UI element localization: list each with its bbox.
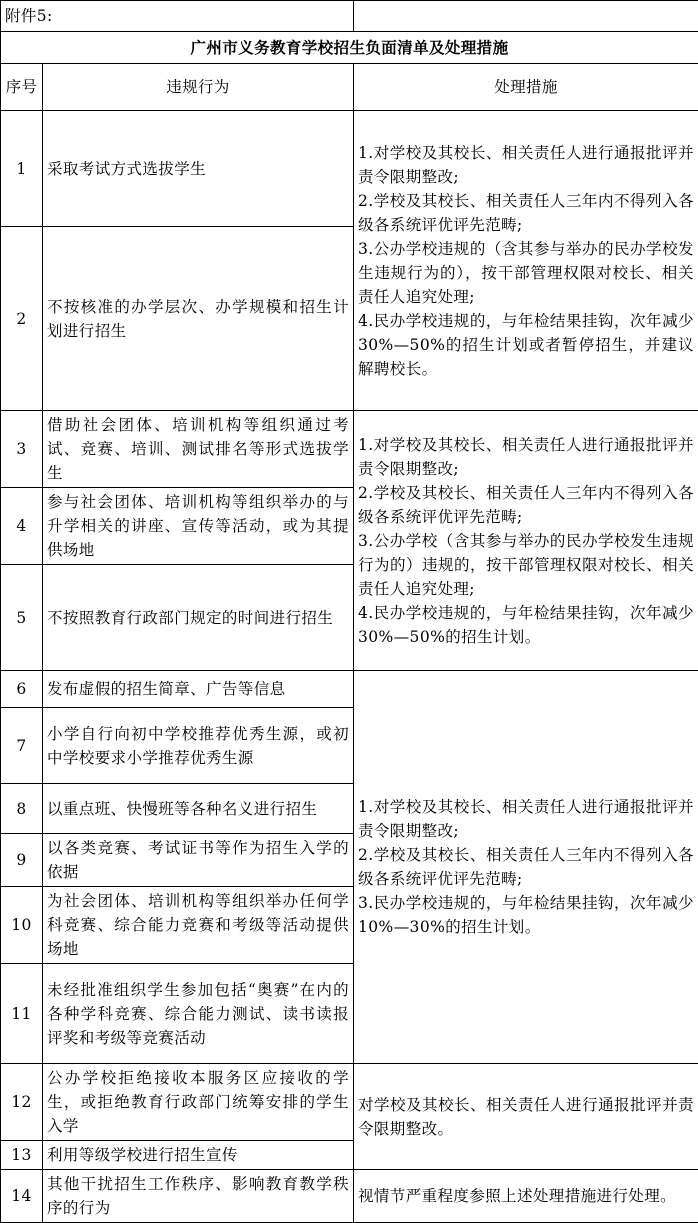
measures-group-b bbox=[354, 411, 698, 671]
row-number: 6 bbox=[1, 671, 43, 708]
violation-text: 借助社会团体、培训机构等组织通过考试、竞赛、培训、测试排名等形式选拔学生 bbox=[43, 411, 354, 488]
violation-text: 其他干扰招生工作秩序、影响教育教学秩序的行为 bbox=[43, 1170, 354, 1223]
violation-text: 以重点班、快慢班等各种名义进行招生 bbox=[43, 784, 354, 834]
row-number: 11 bbox=[1, 964, 43, 1064]
header-violation: 违规行为 bbox=[43, 64, 354, 111]
row-number: 9 bbox=[1, 834, 43, 887]
violation-text: 发布虚假的招生简章、广告等信息 bbox=[43, 671, 354, 708]
row-number: 14 bbox=[1, 1170, 43, 1223]
header-seq: 序号 bbox=[1, 64, 43, 111]
row-number: 8 bbox=[1, 784, 43, 834]
measure-item: 1.对学校及其校长、相关责任人进行通报批评并责令限期整改; bbox=[358, 795, 694, 843]
violation-text: 利用等级学校进行招生宣传 bbox=[43, 1141, 354, 1170]
measures-group-c bbox=[354, 671, 698, 1064]
attachment-blank-cell bbox=[354, 1, 698, 32]
row-number: 7 bbox=[1, 708, 43, 784]
measure-item: 3.公办学校违规的（含其参与举办的民办学校发生违规行为的），按干部管理权限对校长、相关责任人追究处理; bbox=[358, 237, 694, 309]
violation-text: 不按核准的办学层次、办学规模和招生计划进行招生 bbox=[43, 227, 354, 411]
measure-item: 3.公办学校（含其参与举办的民办学校发生违规行为的）违规的，按干部管理权限对校长、相关责任人追究处理; bbox=[358, 529, 694, 601]
violation-text: 小学自行向初中学校推荐优秀生源，或初中学校要求小学推荐优秀生源 bbox=[43, 708, 354, 784]
measure-item: 3.民办学校违规的，与年检结果挂钩，次年减少10%—30%的招生计划。 bbox=[358, 891, 694, 939]
measure-item: 1.对学校及其校长、相关责任人进行通报批评并责令限期整改; bbox=[358, 433, 694, 481]
violation-text: 公办学校拒绝接收本服务区应接收的学生，或拒绝教育行政部门统筹安排的学生入学 bbox=[43, 1064, 354, 1141]
measure-item: 4.民办学校违规的，与年检结果挂钩，次年减少30%—50%的招生计划或者暂停招生，并建议解聘校长。 bbox=[358, 309, 694, 381]
row-number: 12 bbox=[1, 1064, 43, 1141]
violation-text: 采取考试方式选拔学生 bbox=[43, 111, 354, 227]
measure-item: 2.学校及其校长、相关责任人三年内不得列入各级各系统评优评先范畴; bbox=[358, 843, 694, 891]
row-number: 2 bbox=[1, 227, 43, 411]
attachment-label: 附件5: bbox=[1, 1, 354, 32]
measure-item: 2.学校及其校长、相关责任人三年内不得列入各级各系统评优评先范畴; bbox=[358, 189, 694, 237]
row-number: 3 bbox=[1, 411, 43, 488]
violation-text: 参与社会团体、培训机构等组织举办的与升学相关的讲座、宣传等活动，或为其提供场地 bbox=[43, 488, 354, 565]
measure-item: 2.学校及其校长、相关责任人三年内不得列入各级各系统评优评先范畴; bbox=[358, 481, 694, 529]
measures-group-d: 对学校及其校长、相关责任人进行通报批评并责令限期整改。 bbox=[354, 1064, 698, 1170]
measure-item: 4.民办学校违规的，与年检结果挂钩，次年减少30%—50%的招生计划。 bbox=[358, 601, 694, 649]
measure-item: 1.对学校及其校长、相关责任人进行通报批评并责令限期整改; bbox=[358, 141, 694, 189]
measures-group-e: 视情节严重程度参照上述处理措施进行处理。 bbox=[354, 1170, 698, 1223]
measures-group-a bbox=[354, 111, 698, 411]
violation-text: 以各类竞赛、考试证书等作为招生入学的依据 bbox=[43, 834, 354, 887]
violation-text: 未经批准组织学生参加包括“奥赛”在内的各种学科竞赛、综合能力测试、读书读报评奖和考级等竞赛活动 bbox=[43, 964, 354, 1064]
row-number: 13 bbox=[1, 1141, 43, 1170]
header-measures: 处理措施 bbox=[354, 64, 698, 111]
document-title: 广州市义务教育学校招生负面清单及处理措施 bbox=[1, 32, 698, 64]
row-number: 4 bbox=[1, 488, 43, 565]
violation-text: 为社会团体、培训机构等组织举办任何学科竞赛、综合能力竞赛和考级等活动提供场地 bbox=[43, 887, 354, 964]
row-number: 5 bbox=[1, 565, 43, 671]
row-number: 1 bbox=[1, 111, 43, 227]
row-number: 10 bbox=[1, 887, 43, 964]
violation-text: 不按照教育行政部门规定的时间进行招生 bbox=[43, 565, 354, 671]
